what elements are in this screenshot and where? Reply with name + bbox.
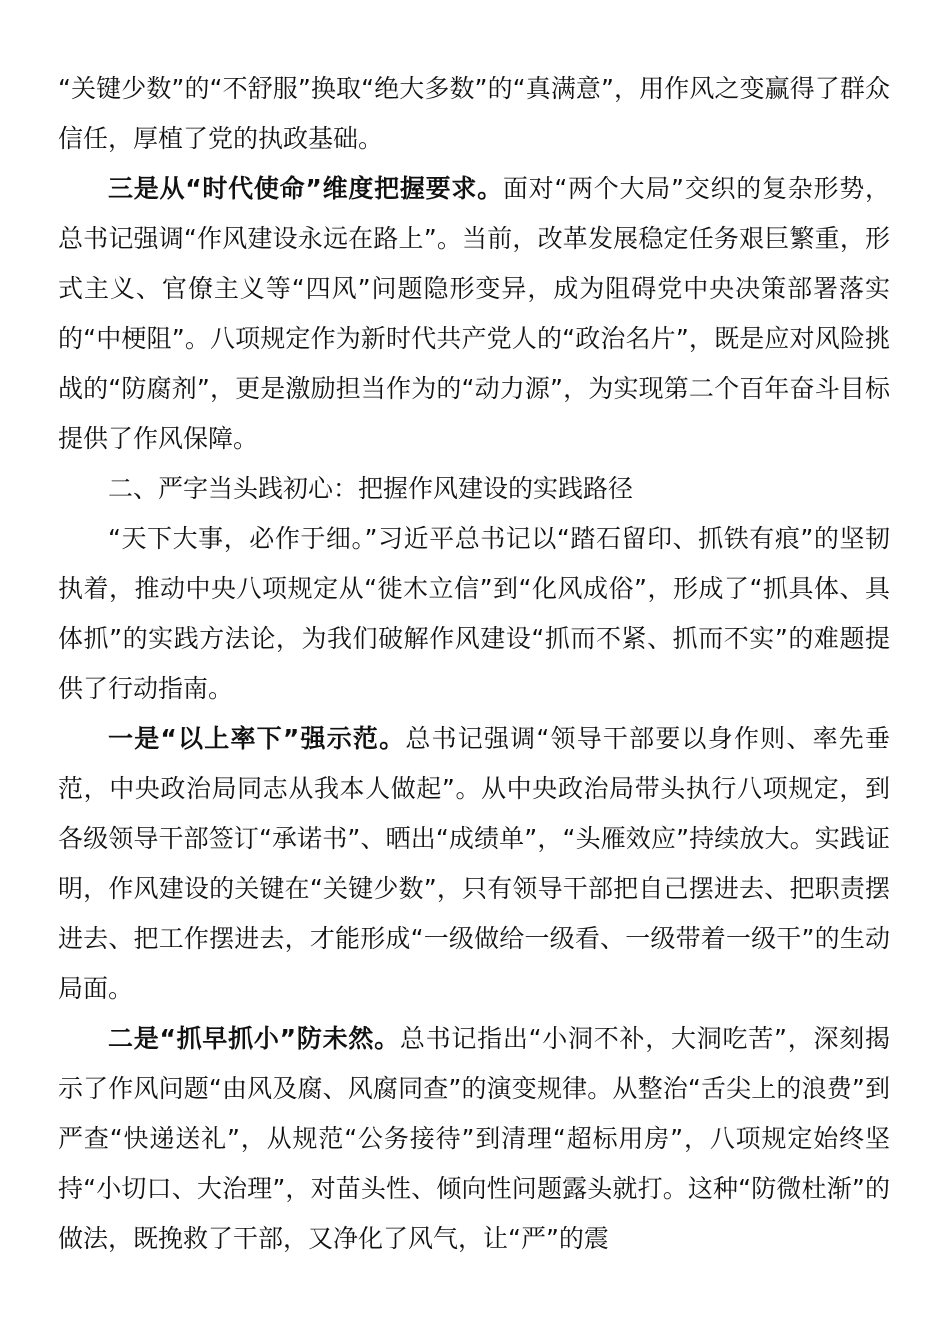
section-heading: 二、严字当头践初心：把握作风建设的实践路径 bbox=[108, 474, 634, 503]
paragraph-text: 面对“两个大局”交织的复杂形势，总书记强调“作风建设永远在路上”。当前，改革发展稳定任务艰巨繁重，形式主义、官僚主义等“四风”问题隐形变异，成为阻碍党中央决策部署落实的“中梗阻”。八项规定作为新时代共产党人的“政治名片”，既是应对风险挑战的“防腐剂”，更是激励担当作为的“动力源”，为实现第二个百年奋斗目标提供了作风保障。 bbox=[58, 174, 890, 453]
paragraph-era-mission bbox=[58, 164, 890, 464]
paragraph-lead-by-example bbox=[58, 714, 890, 1014]
paragraph-lead: 一是“以上率下”强示范。 bbox=[108, 724, 406, 753]
paragraph-continuation: “关键少数”的“不舒服”换取“绝大多数”的“真满意”，用作风之变赢得了群众信任，厚植了党的执政基础。 bbox=[58, 74, 890, 153]
paragraph-lead: 三是从“时代使命”维度把握要求。 bbox=[108, 174, 503, 203]
paragraph-prevent-early bbox=[58, 1014, 890, 1264]
paragraph-lead: 二是“抓早抓小”防未然。 bbox=[108, 1024, 400, 1053]
document-body bbox=[58, 64, 890, 1264]
paragraph-intro: “天下大事，必作于细。”习近平总书记以“踏石留印、抓铁有痕”的坚韧执着，推动中央八项规定从“徙木立信”到“化风成俗”，形成了“抓具体、具体抓”的实践方法论，为我们破解作风建设“抓而不紧、抓而不实”的难题提供了行动指南。 bbox=[58, 524, 890, 703]
paragraph-text: 总书记指出“小洞不补，大洞吃苦”，深刻揭示了作风问题“由风及腐、风腐同查”的演变规律。从整治“舌尖上的浪费”到严查“快递送礼”，从规范“公务接待”到清理“超标用房”，八项规定始终坚持“小切口、大治理”，对苗头性、倾向性问题露头就打。这种“防微杜渐”的做法，既挽救了干部，又净化了风气，让“严”的震 bbox=[58, 1024, 890, 1253]
paragraph-text: 总书记强调“领导干部要以身作则、率先垂范，中央政治局同志从我本人做起”。从中央政治局带头执行八项规定，到各级领导干部签订“承诺书”、晒出“成绩单”，“头雁效应”持续放大。实践证明，作风建设的关键在“关键少数”，只有领导干部把自己摆进去、把职责摆进去、把工作摆进去，才能形成“一级做给一级看、一级带着一级干”的生动局面。 bbox=[58, 724, 890, 1003]
